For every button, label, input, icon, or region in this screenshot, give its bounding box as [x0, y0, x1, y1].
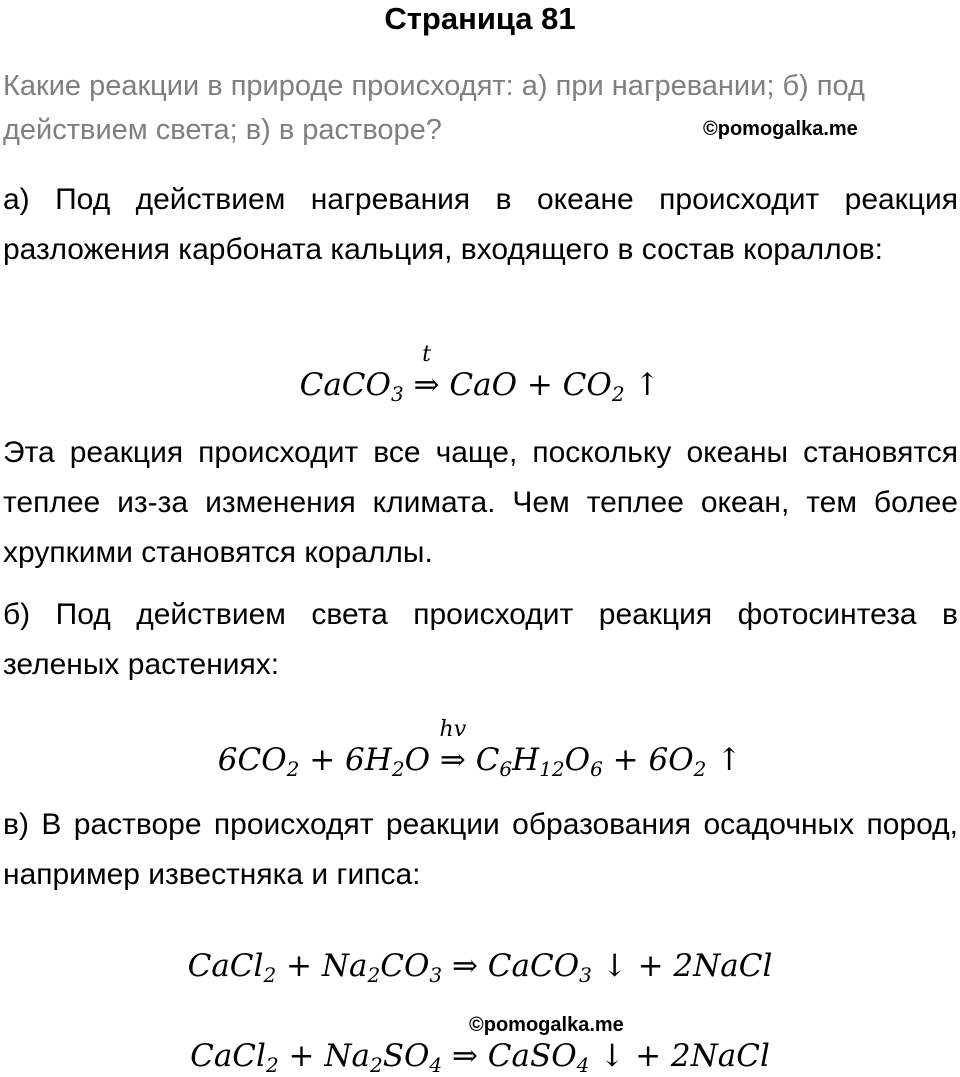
arrow-symbol: ⇒ [439, 742, 466, 778]
eq2-oxygen: + 6O [602, 742, 694, 778]
eq2-arrow [439, 717, 467, 780]
eq4-sub: 2 [265, 1053, 279, 1077]
eq2-glucose-c: C [475, 742, 500, 778]
eq4-so: SO [382, 1038, 430, 1074]
eq4-caso: CaSO [487, 1038, 577, 1074]
watermark-bottom: ©pomogalka.me [469, 1014, 624, 1036]
eq2-glucose-o: O [564, 742, 591, 778]
eq2-water-h: + 6H [299, 742, 392, 778]
precipitate-arrow-icon: ↓ [601, 948, 628, 984]
eq2-water-o: O [404, 742, 430, 778]
eq1-subscript: 3 [390, 382, 404, 406]
eq3-co: CO [380, 948, 430, 984]
arrow-symbol: ⇒ [451, 948, 478, 984]
eq3-sub: 3 [579, 963, 592, 987]
answer-a-note: Эта реакция происходит все чаще, поскольку океаны становятся теплее из-за изменения климата. Чем теплее океан, тем более хрупкими становятся кораллы. [3, 436, 958, 569]
equation-calcium-carbonate-decomposition [0, 342, 960, 406]
eq2-glucose-h: H [512, 742, 540, 778]
question-text: Какие реакции в природе происходят: а) при нагревании; б) под действием света; в) в растворе? [3, 70, 865, 146]
gas-arrow-icon: ↑ [716, 742, 743, 778]
eq3-sub: 2 [263, 963, 277, 987]
eq1-reactant: CaCO [299, 367, 391, 403]
eq2-sub: 2 [391, 757, 405, 781]
eq3-sub: 2 [367, 963, 381, 987]
eq3-cacl: CaCl [187, 948, 264, 984]
eq2-sub: 12 [539, 757, 565, 781]
gas-arrow-icon: ↑ [634, 367, 661, 403]
eq2-co2: 6CO [217, 742, 287, 778]
equation-photosynthesis [0, 717, 960, 781]
eq4-sub: 2 [369, 1053, 383, 1077]
eq1-condition: t [422, 342, 431, 367]
eq3-sub: 3 [429, 963, 443, 987]
eq4-sub: 4 [576, 1053, 590, 1077]
eq4-cacl: CaCl [190, 1038, 266, 1074]
answer-a-text: а) Под действием нагревания в океане происходит реакция разложения карбоната кальция, входящего в состав кораллов: [3, 183, 958, 266]
eq1-arrow [413, 342, 440, 405]
eq3-caco: CaCO [487, 948, 580, 984]
eq3-nacl: + 2NaCl [627, 948, 773, 984]
arrow-symbol: ⇒ [413, 367, 440, 403]
eq1-products: CaO + CO [449, 367, 612, 403]
eq4-nacl: + 2NaCl [625, 1038, 770, 1074]
eq4-sub: 4 [429, 1053, 443, 1077]
watermark-top: ©pomogalka.me [703, 118, 858, 140]
eq4-na: + Na [278, 1038, 370, 1074]
page-title: Страница 81 [384, 1, 576, 36]
eq2-sub: 6 [499, 757, 513, 781]
eq2-condition: hv [439, 717, 467, 742]
eq1-product-subscript: 2 [611, 382, 625, 406]
arrow-symbol: ⇒ [451, 1038, 478, 1074]
answer-b-text: б) Под действием света происходит реакция фотосинтеза в зеленых растениях: [3, 598, 958, 681]
answer-c-text: в) В растворе происходят реакции образования осадочных пород, например известняка и гипса: [3, 808, 958, 891]
eq2-sub: 2 [286, 757, 300, 781]
eq3-na: + Na [276, 948, 368, 984]
precipitate-arrow-icon: ↓ [599, 1038, 626, 1074]
eq2-sub: 2 [693, 757, 707, 781]
equation-limestone [0, 946, 960, 986]
equation-gypsum [0, 1036, 960, 1076]
eq2-sub: 6 [590, 757, 603, 781]
